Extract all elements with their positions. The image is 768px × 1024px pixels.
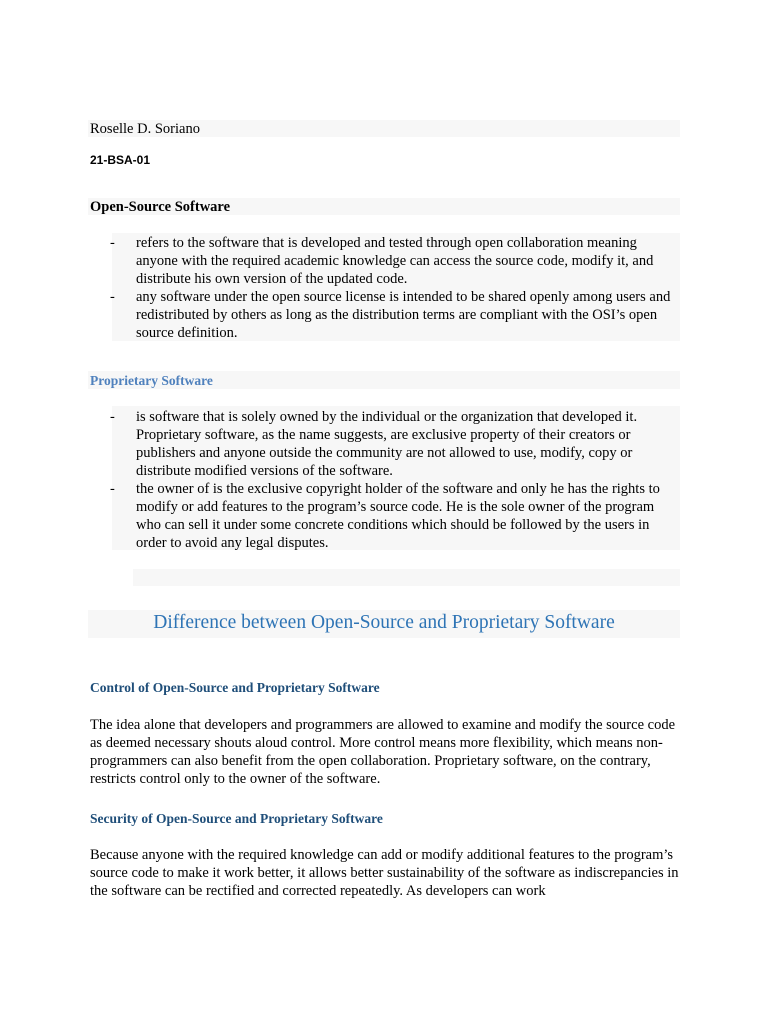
- bullet-marker: -: [110, 235, 115, 251]
- proprietary-bullet-list: [110, 408, 682, 552]
- difference-title: Difference between Open-Source and Proprietary Software: [153, 612, 615, 633]
- heading-proprietary: Proprietary Software: [90, 373, 213, 388]
- bullet-marker: -: [110, 289, 115, 305]
- bullet-text: any software under the open source license is intended to be shared openly among users and redistributed by others as long as the distribution terms are compliant with the OSI’s open source definition.: [136, 289, 671, 341]
- shade-empty-line: [133, 569, 680, 586]
- bullet-text: the owner of is the exclusive copyright holder of the software and only he has the rights to modify or add features to the program’s source code. He is the sole owner of the program who can sell it under some concrete conditions which should be followed by the users in order to avoid any legal disputes.: [136, 481, 660, 551]
- paragraph-security: Because anyone with the required knowledge can add or modify additional features to the program’s source code to make it work better, it allows better sustainability of the software as indiscrepancies in the software can be rectified and corrected repeatedly. As developers can work: [90, 847, 679, 899]
- heading-control: Control of Open-Source and Proprietary Software: [90, 680, 380, 695]
- bullet-marker: -: [110, 481, 115, 497]
- bullet-marker: -: [110, 409, 115, 425]
- open-source-bullet-list: [110, 234, 682, 342]
- list-item: [110, 480, 682, 552]
- list-item: [110, 288, 682, 342]
- heading-open-source: Open-Source Software: [90, 199, 231, 215]
- heading-security: Security of Open-Source and Proprietary Software: [90, 811, 383, 826]
- bullet-text: refers to the software that is developed and tested through open collaboration meaning anyone with the required academic knowledge can access the source code, modify it, and distribute his own version of the updated code.: [136, 235, 654, 287]
- list-item: [110, 408, 682, 480]
- bullet-text: is software that is solely owned by the individual or the organization that developed it. Proprietary software, as the name suggests, are exclusive property of their creators or publishers and anyone outside the community are not allowed to use, modify, copy or distribute modified versions of the software.: [136, 409, 638, 479]
- list-item: [110, 234, 682, 288]
- author-name: Roselle D. Soriano: [90, 121, 200, 137]
- course-code: 21-BSA-01: [90, 153, 151, 167]
- paragraph-control: The idea alone that developers and programmers are allowed to examine and modify the source code as deemed necessary shouts aloud control. More control means more flexibility, which means non-programmers can also benefit from the open collaboration. Proprietary software, on the contrary, restricts control only to the owner of the software.: [90, 717, 676, 787]
